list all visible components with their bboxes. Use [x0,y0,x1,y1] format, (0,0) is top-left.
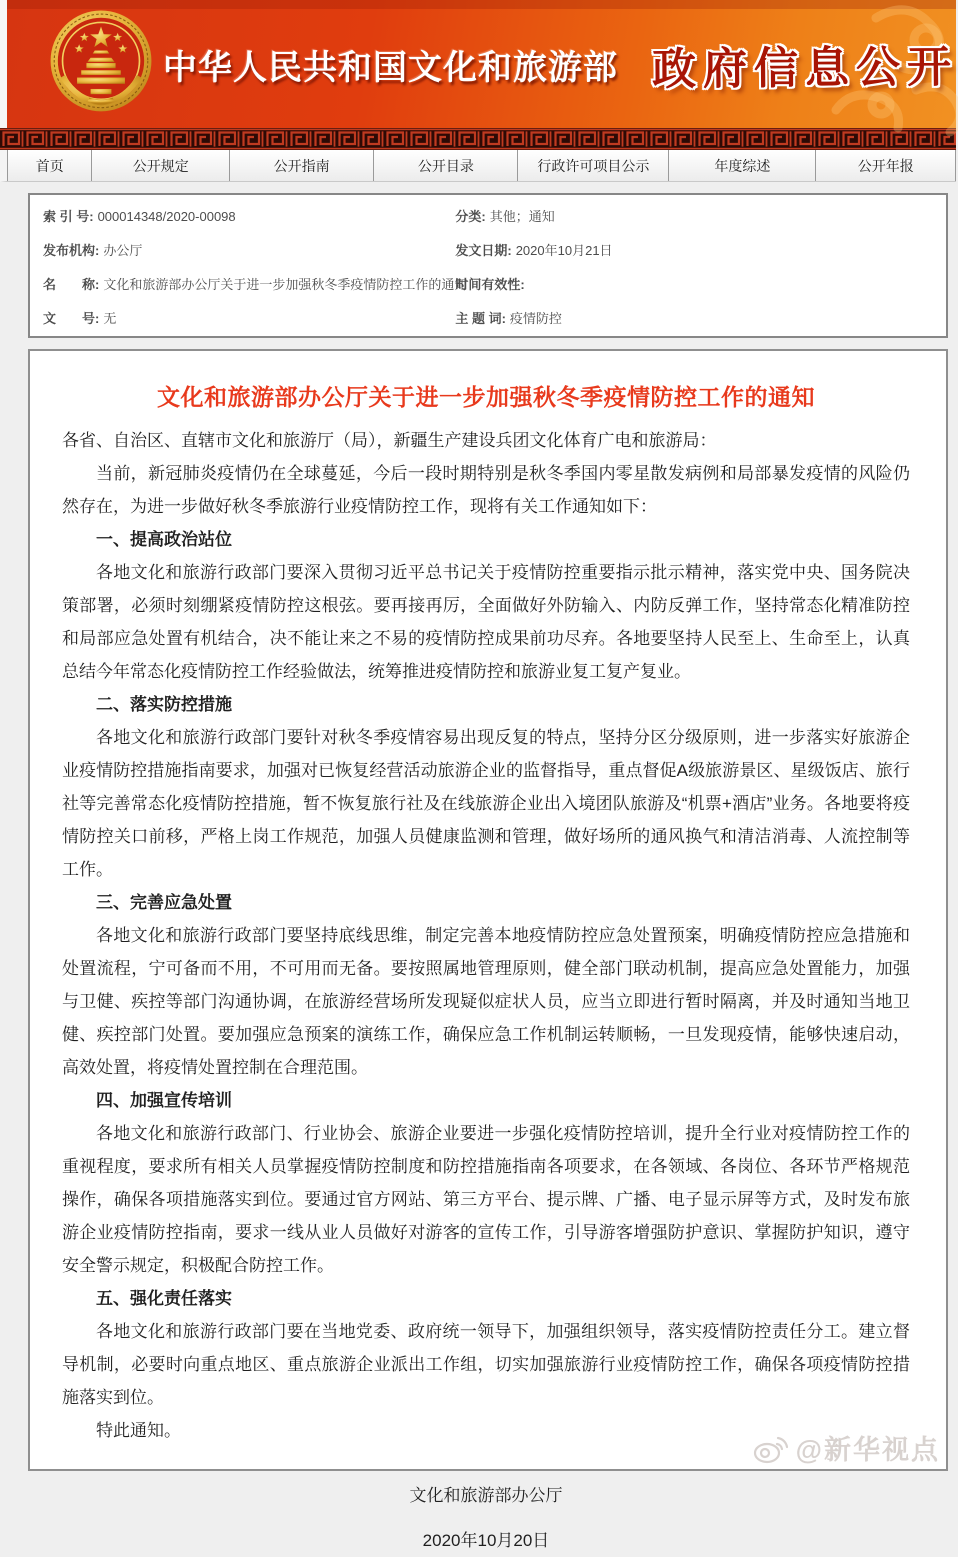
nav-item-annual-overview[interactable]: 年度综述 [669,150,816,181]
meta-row-docnumber [30,300,946,334]
site-banner-calligraphy: 政府信息公开 [651,42,958,95]
national-emblem-icon [49,12,153,116]
paragraph: 当前，新冠肺炎疫情仍在全球蔓延，今后一段时期特别是秋冬季国内零星散发病例和局部暴发疫情的风险仍然存在，为进一步做好秋冬季旅游行业疫情防控工作，现将有关工作通知如下： [62,464,910,516]
section-heading-5: 五、强化责任落实 [96,1289,232,1308]
meta-row-index [30,198,946,232]
meta-label: 索 引 号: [43,208,94,224]
signature-org: 文化和旅游部办公厅 [409,1486,563,1505]
section-heading-3: 三、完善应急处置 [96,893,232,912]
meta-label: 文 号: [43,310,100,326]
site-title: 中华人民共和国文化和旅游部 [163,48,618,87]
meta-value: 办公厅 [103,242,143,258]
paragraph: 各地文化和旅游行政部门要在当地党委、政府统一领导下，加强组织领导，落实疫情防控责任分工。建立督导机制，必要时向重点地区、重点旅游企业派出工作组，切实加强旅游行业疫情防控工作，确保各项疫情防控措施落实到位。 [62,1322,910,1407]
section-heading-4: 四、加强宣传培训 [96,1091,232,1110]
meta-label: 名 称: [43,276,100,292]
meta-value: 无 [103,310,117,326]
signature-date: 2020年10月20日 [422,1531,550,1550]
meta-value: 疫情防控 [509,310,562,326]
nav-item-admin-license-publicity[interactable]: 行政许可项目公示 [518,150,669,181]
closing-line: 特此通知。 [96,1421,181,1440]
meta-value: 其他；通知 [489,208,555,224]
meta-row-issuer [30,232,946,266]
nav-item-annual-report[interactable]: 公开年报 [816,150,956,181]
weibo-icon [752,1427,792,1467]
document-meta-table [28,193,948,338]
main-nav [0,150,956,182]
section-heading-2: 二、落实防控措施 [96,695,232,714]
meta-label: 主 题 词: [455,310,506,326]
watermark [752,1427,940,1467]
paragraph: 各地文化和旅游行政部门要深入贯彻习近平总书记关于疫情防控重要指示批示精神，落实党中央、国务院决策部署，必须时刻绷紧疫情防控这根弦。要再接再厉，全面做好外防输入、内防反弹工作，坚持常态化精准防控和局部应急处置有机结合，决不能让来之不易的疫情防控成果前功尽弃。各地要坚持人民至上、生命至上，认真总结今年常态化疫情防控工作经验做法，统筹推进疫情防控和旅游业复工复产复业。 [62,563,910,681]
document-title: 文化和旅游部办公厅关于进一步加强秋冬季疫情防控工作的通知 [157,384,815,410]
paragraph: 各地文化和旅游行政部门要针对秋冬季疫情容易出现反复的特点，坚持分区分级原则，进一步落实好旅游企业疫情防控措施指南要求，加强对已恢复经营活动旅游企业的监督指导，重点督促A级旅游景区、星级饭店、旅行社等完善常态化疫情防控措施，暂不恢复旅行社及在线旅游企业出入境团队旅游及“机票+酒店”业务。各地要将疫情防控关口前移，严格上岗工作规范，加强人员健康监测和管理，做好场所的通风换气和清洁消毒、人流控制等工作。 [62,728,910,879]
nav-item-home[interactable]: 首页 [7,150,92,181]
meta-value: 2020年10月21日 [515,242,613,258]
document-body [28,349,948,1550]
meander-pattern [0,128,956,150]
section-heading-1: 一、提高政治站位 [96,530,232,549]
nav-item-disclosure-rules[interactable]: 公开规定 [92,150,230,181]
paragraph: 各地文化和旅游行政部门、行业协会、旅游企业要进一步强化疫情防控培训，提升全行业对疫情防控工作的重视程度，要求所有相关人员掌握疫情防控制度和防控措施指南各项要求，在各领域、各岗位、各环节严格规范操作，确保各项措施落实到位。要通过官方网站、第三方平台、提示牌、广播、电子显示屏等方式，及时发布旅游企业疫情防控指南，要求一线从业人员做好对游客的宣传工作，引导游客增强防护意识、掌握防护知识，遵守安全警示规定，积极配合防控工作。 [62,1124,910,1275]
meta-label: 发布机构: [43,242,100,258]
document-salutation: 各省、自治区、直辖市文化和旅游厅（局），新疆生产建设兵团文化体育广电和旅游局： [62,431,717,450]
meta-value: 000014348/2020-00098 [97,208,236,224]
nav-item-disclosure-catalog[interactable]: 公开目录 [374,150,518,181]
meta-label: 发文日期: [455,242,512,258]
meta-row-name [30,266,946,300]
watermark-text: @新华视点 [795,1434,940,1465]
meta-label: 分类: [455,208,486,224]
meta-label: 时间有效性: [455,276,525,292]
meander-pattern-border [0,128,956,150]
meta-value: 文化和旅游部办公厅关于进一步加强秋冬季疫情防控工作的通知 [103,276,468,292]
paragraph: 各地文化和旅游行政部门要坚持底线思维，制定完善本地疫情防控应急处置预案，明确疫情防控应急措施和处置流程，宁可备而不用，不可用而无备。要按照属地管理原则，健全部门联动机制，提高应急处置能力，加强与卫健、疾控等部门沟通协调，在旅游经营场所发现疑似症状人员，应当立即进行暂时隔离，并及时通知当地卫健、疾控部门处置。要加强应急预案的演练工作，确保应急工作机制运转顺畅，一旦发现疫情，能够快速启动，高效处置，将疫情处置控制在合理范围。 [62,926,910,1077]
nav-item-disclosure-guide[interactable]: 公开指南 [230,150,374,181]
site-header [0,0,956,128]
